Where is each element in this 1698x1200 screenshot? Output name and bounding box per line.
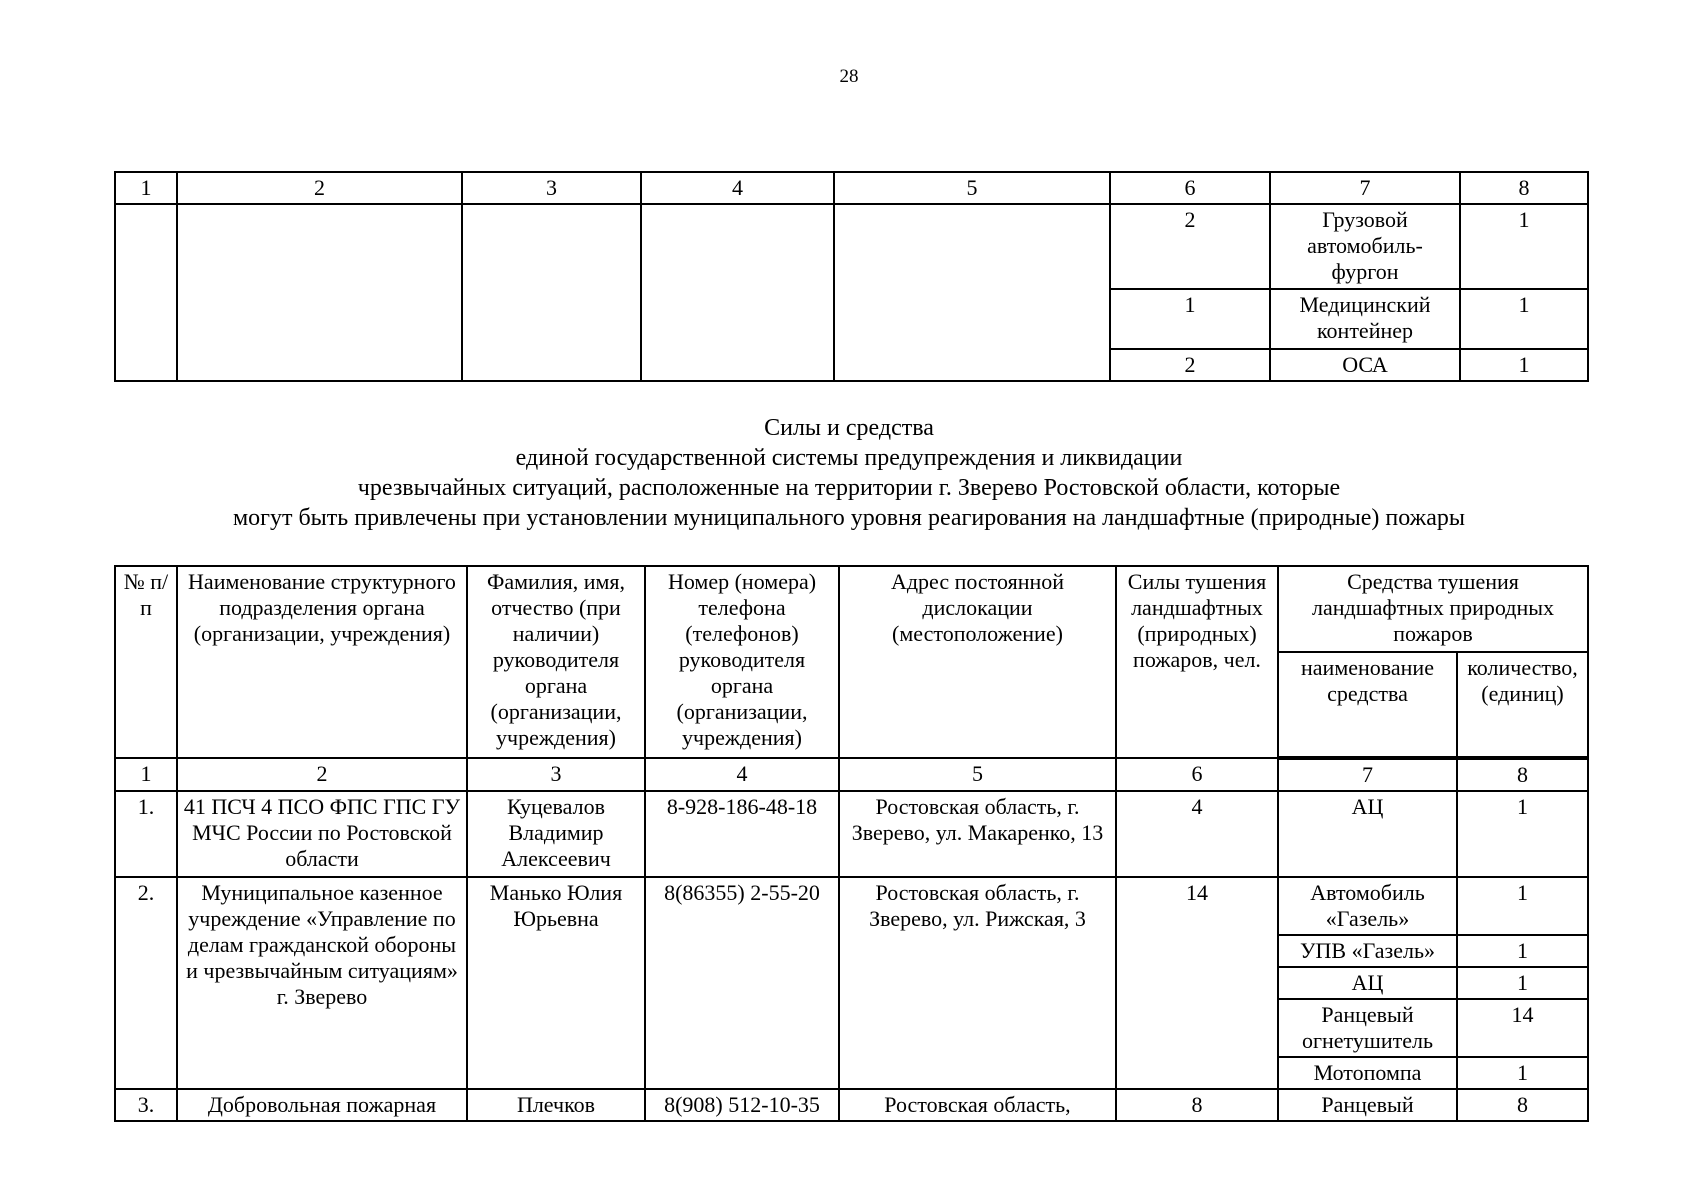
forces-cell: 14 [1116,877,1278,1089]
head-name-cell: Манько Юлия Юрьевна [467,877,645,1089]
column-number: 7 [1270,172,1460,204]
forces-cell: 2 [1110,349,1270,381]
section-heading [0,413,1698,533]
equipment-qty-cell: 1 [1457,791,1588,877]
forces-cell: 1 [1110,289,1270,349]
row-number: 3. [115,1089,177,1121]
empty-cell [834,204,1110,381]
table-row [115,877,1588,935]
equipment-name-cell: Грузовой автомобиль-фургон [1270,204,1460,289]
continuation-table [114,171,1589,382]
column-number: 8 [1457,758,1588,791]
forces-cell: 2 [1110,204,1270,289]
header-means-qty: количество, (единиц) [1457,652,1588,758]
column-number: 4 [645,758,839,791]
equipment-name-cell: АЦ [1278,967,1457,999]
forces-cell: 4 [1116,791,1278,877]
row-number: 2. [115,877,177,1089]
phone-cell: 8(86355) 2-55-20 [645,877,839,1089]
column-number: 3 [467,758,645,791]
header-means: Средства тушения ландшафтных природных пожаров [1278,566,1588,652]
equipment-name-cell: УПВ «Газель» [1278,935,1457,967]
equipment-name-cell: ОСА [1270,349,1460,381]
column-number: 6 [1110,172,1270,204]
header-means-name: наименование средства [1278,652,1457,758]
header-row [115,566,1588,652]
empty-cell [462,204,641,381]
heading-line: Силы и средства [764,415,934,441]
phone-cell: 8(908) 512-10-35 [645,1089,839,1121]
column-number: 4 [641,172,834,204]
column-number: 1 [115,172,177,204]
phone-cell: 8-928-186-48-18 [645,791,839,877]
address-cell: Ростовская область, [839,1089,1116,1121]
column-number-row [115,758,1588,791]
empty-cell [641,204,834,381]
org-name-cell: Добровольная пожарная [177,1089,467,1121]
empty-cell [115,204,177,381]
equipment-qty-cell: 1 [1460,349,1588,381]
equipment-qty-cell: 1 [1457,935,1588,967]
equipment-name-cell: Мотопомпа [1278,1057,1457,1089]
column-number: 6 [1116,758,1278,791]
table-row [115,791,1588,877]
head-name-cell: Плечков [467,1089,645,1121]
row-number: 1. [115,791,177,877]
header-head: Фамилия, имя, отчество (при наличии) руководителя органа (организации, учреждения) [467,566,645,758]
page-number: 28 [839,66,859,87]
forces-and-means-table [114,565,1589,1122]
heading-line: чрезвычайных ситуаций, расположенные на территории г. Зверево Ростовской области, которые [357,475,1341,501]
equipment-name-cell: Медицинский контейнер [1270,289,1460,349]
address-cell: Ростовская область, г. Зверево, ул. Рижская, 3 [839,877,1116,1089]
equipment-name-cell: Ранцевый огнетушитель [1278,999,1457,1057]
table-row [115,1089,1588,1121]
org-name-cell: 41 ПСЧ 4 ПСО ФПС ГПС ГУ МЧС России по Ростовской области [177,791,467,877]
column-number: 5 [834,172,1110,204]
equipment-name-cell: Автомобиль «Газель» [1278,877,1457,935]
head-name-cell: Куцевалов Владимир Алексеевич [467,791,645,877]
column-number: 8 [1460,172,1588,204]
address-cell: Ростовская область, г. Зверево, ул. Макаренко, 13 [839,791,1116,877]
equipment-qty-cell: 1 [1460,289,1588,349]
equipment-qty-cell: 8 [1457,1089,1588,1121]
equipment-qty-cell: 1 [1457,1057,1588,1089]
column-number: 1 [115,758,177,791]
column-number-row [115,172,1588,204]
heading-line: единой государственной системы предупреждения и ликвидации [515,445,1183,471]
equipment-name-cell: Ранцевый [1278,1089,1457,1121]
equipment-name-cell: АЦ [1278,791,1457,877]
header-num: № п/п [115,566,177,758]
empty-cell [177,204,462,381]
header-org: Наименование структурного подразделения органа (организации, учреждения) [177,566,467,758]
equipment-qty-cell: 14 [1457,999,1588,1057]
column-number: 7 [1278,758,1457,791]
equipment-qty-cell: 1 [1457,967,1588,999]
header-forces: Силы тушения ландшафтных (природных) пожаров, чел. [1116,566,1278,758]
column-number: 2 [177,758,467,791]
forces-cell: 8 [1116,1089,1278,1121]
equipment-qty-cell: 1 [1460,204,1588,289]
table-row [115,204,1588,289]
column-number: 2 [177,172,462,204]
column-number: 3 [462,172,641,204]
header-phone: Номер (номера) телефона (телефонов) руководителя органа (организации, учреждения) [645,566,839,758]
equipment-qty-cell: 1 [1457,877,1588,935]
heading-line: могут быть привлечены при установлении муниципального уровня реагирования на ландшафтные (природные) пожары [232,505,1466,531]
header-address: Адрес постоянной дислокации (местоположение) [839,566,1116,758]
org-name-cell: Муниципальное казенное учреждение «Управление по делам гражданской обороны и чрезвычайным ситуациям» г. Зверево [177,877,467,1089]
column-number: 5 [839,758,1116,791]
